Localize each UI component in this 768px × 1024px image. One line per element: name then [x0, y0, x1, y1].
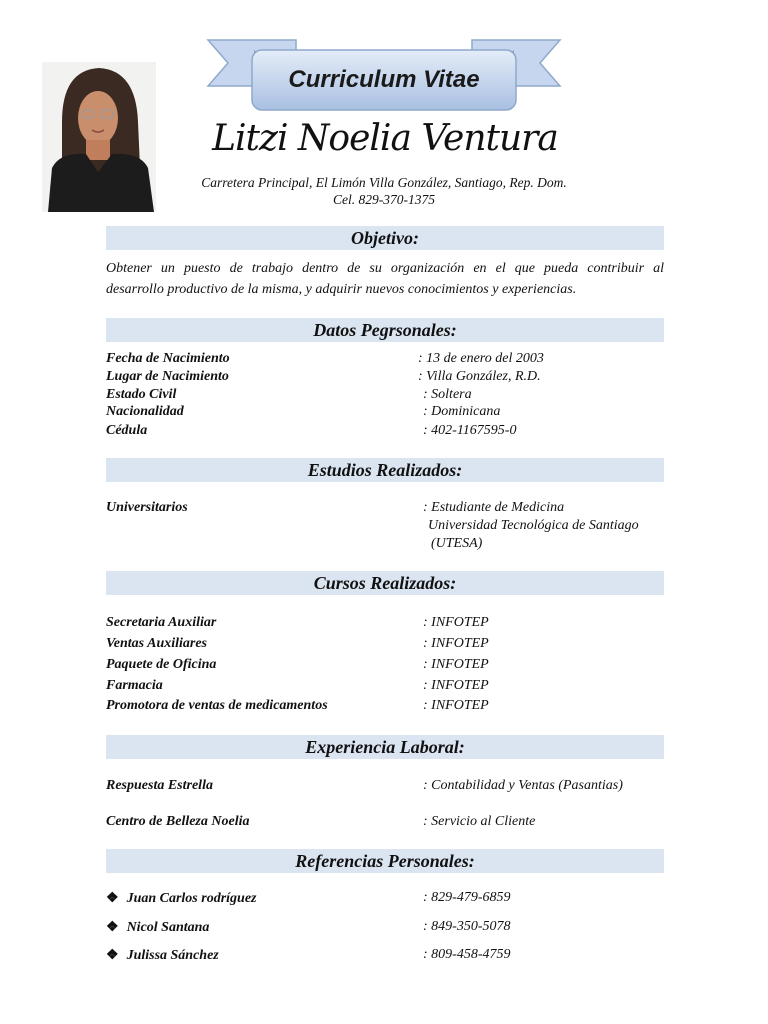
datos-value: : Soltera	[423, 387, 472, 402]
experiencia-label: Centro de Belleza Noelia	[106, 814, 250, 829]
datos-row	[106, 387, 666, 405]
curso-label: Ventas Auxiliares	[106, 636, 208, 651]
datos-row	[106, 404, 666, 422]
datos-row	[106, 423, 666, 441]
objetivo-line-1: Obtener un puesto de trabajo dentro de su organización en el que pueda contribuir al	[106, 261, 664, 276]
referencia-row	[106, 919, 666, 937]
datos-row	[106, 369, 666, 387]
referencia-label	[106, 947, 219, 964]
section-objetivo-title: Objetivo:	[106, 226, 664, 250]
experiencia-value: : Contabilidad y Ventas (Pasantias)	[423, 778, 623, 793]
cursos-row	[106, 615, 666, 633]
experiencia-row	[106, 778, 666, 796]
referencia-phone: : 849-350-5078	[423, 919, 511, 934]
datos-value: : 402-1167595-0	[423, 423, 517, 438]
estudios-label: Universitarios	[106, 500, 188, 515]
experiencia-row	[106, 814, 666, 832]
curso-value: : INFOTEP	[423, 636, 489, 651]
objetivo-text	[106, 258, 664, 300]
address: Carretera Principal, El Limón Villa González, Santiago, Rep. Dom.	[201, 175, 567, 190]
curso-value: : INFOTEP	[423, 657, 489, 672]
curso-value: : INFOTEP	[423, 615, 489, 630]
banner-title: Curriculum Vitae	[288, 66, 480, 93]
referencia-row	[106, 890, 666, 908]
cursos-row	[106, 678, 666, 696]
referencia-phone: : 829-479-6859	[423, 890, 511, 905]
datos-label: Lugar de Nacimiento	[106, 369, 229, 384]
datos-label: Estado Civil	[106, 387, 177, 402]
cursos-row	[106, 657, 666, 675]
section-cursos-title: Cursos Realizados:	[106, 571, 664, 595]
title-banner	[206, 36, 562, 116]
cursos-row	[106, 698, 666, 716]
section-estudios-title: Estudios Realizados:	[106, 458, 664, 482]
section-experiencia-title: Experiencia Laboral:	[106, 735, 664, 759]
datos-row	[106, 351, 666, 369]
curso-value: : INFOTEP	[423, 698, 489, 713]
estudios-value-3: (UTESA)	[431, 536, 483, 551]
referencia-name: Julissa Sánchez	[126, 948, 219, 963]
estudios-value-2: Universidad Tecnológica de Santiago	[428, 518, 639, 533]
datos-value: : Dominicana	[423, 404, 501, 419]
datos-label: Fecha de Nacimiento	[106, 351, 230, 366]
referencia-name: Juan Carlos rodríguez	[126, 891, 257, 906]
profile-photo	[42, 62, 156, 212]
curso-label: Farmacia	[106, 678, 163, 693]
datos-value: : Villa González, R.D.	[418, 369, 541, 384]
phone: Cel. 829-370-1375	[333, 192, 435, 207]
datos-value: : 13 de enero del 2003	[418, 351, 544, 366]
cursos-row	[106, 636, 666, 654]
curso-label: Secretaria Auxiliar	[106, 615, 217, 630]
experiencia-label: Respuesta Estrella	[106, 778, 213, 793]
referencia-label	[106, 919, 209, 936]
referencia-label	[106, 890, 257, 907]
curso-label: Paquete de Oficina	[106, 657, 217, 672]
objetivo-line-2: desarrollo productivo de la misma, y adquirir nuevos conocimientos y experiencias.	[106, 282, 577, 297]
section-referencias-title: Referencias Personales:	[106, 849, 664, 873]
referencia-phone: : 809-458-4759	[423, 947, 511, 962]
candidate-name: Litzi Noelia Ventura	[212, 118, 558, 159]
experiencia-value: : Servicio al Cliente	[423, 814, 536, 829]
section-datos-title: Datos Pegrsonales:	[106, 318, 664, 342]
curso-value: : INFOTEP	[423, 678, 489, 693]
curso-label: Promotora de ventas de medicamentos	[106, 698, 328, 713]
referencia-name: Nicol Santana	[126, 920, 210, 935]
referencia-row	[106, 947, 666, 965]
datos-label: Nacionalidad	[106, 404, 184, 419]
diamond-bullet-icon: ❖	[106, 948, 119, 963]
estudios-value-1: : Estudiante de Medicina	[423, 500, 565, 515]
diamond-bullet-icon: ❖	[106, 891, 119, 906]
datos-label: Cédula	[106, 423, 148, 438]
diamond-bullet-icon: ❖	[106, 920, 119, 935]
contact-info	[170, 174, 598, 208]
estudios-row	[106, 500, 666, 556]
